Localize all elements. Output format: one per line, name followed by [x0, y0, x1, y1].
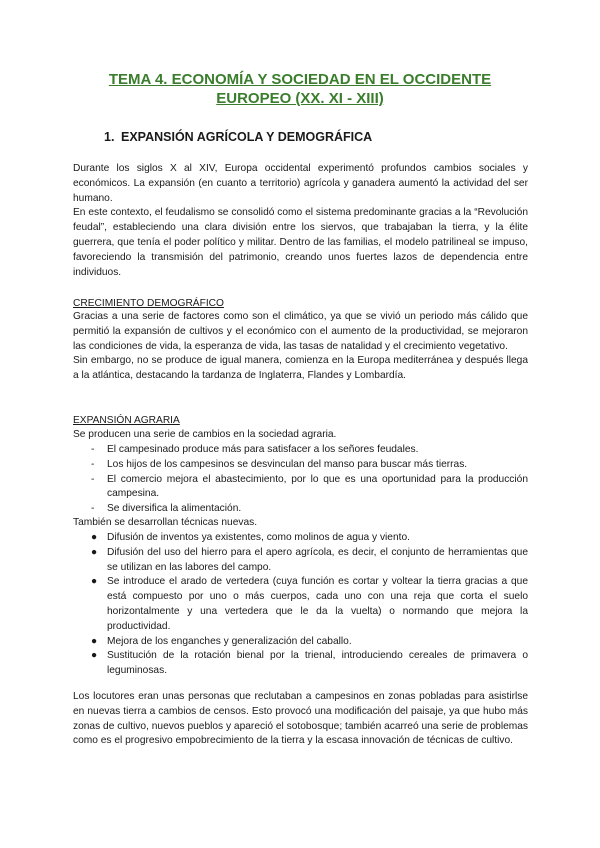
list-item-text: Difusión de inventos ya existentes, como molinos de agua y viento. [107, 532, 410, 543]
intro-paragraph-1: Durante los siglos X al XIV, Europa occidental experimentó profundos cambios sociales y económicos. La expansión (en cuanto a territorio) agrícola y ganadera aumentó la actividad del ser humano. [73, 163, 528, 204]
section-heading-text: EXPANSIÓN AGRÍCOLA Y DEMOGRÁFICA [121, 130, 373, 144]
list-item-text: Los hijos de los campesinos se desvinculan del manso para buscar más tierras. [107, 458, 468, 470]
intro-paragraph-2: En este contexto, el feudalismo se consolidó como el sistema predominante gracias a la “Revolución feudal”, estableciendo una clara división entre los siervos, que trabajaban la tierra, y la élite guerrera, que tenía el poder político y militar. Dentro de las familias, el modelo patrilineal se impuso, favoreciendo la transmisión del patrimonio, creando unos fuertes lazos de dependencia entre individuos. [73, 207, 528, 278]
tecnicas-lead: También se desarrollan técnicas nuevas. [73, 517, 258, 528]
list-item-text: Difusión del uso del hierro para el apero agrícola, es decir, el conjunto de herramientas que se utilizan en las labores del campo. [107, 546, 528, 573]
crecimiento-paragraph-2: Sin embargo, no se produce de igual manera, comienza en la Europa mediterránea y después llega a la atlántica, destacando la tardanza de Inglaterra, Flandes y Lombardía. [73, 355, 528, 382]
tecnicas-list [91, 531, 528, 679]
bullet-marker: ● [91, 635, 98, 647]
list-item-text: El comercio mejora el abastecimiento, por lo que es una oportunidad para la producción campesina. [107, 473, 528, 500]
section-heading [104, 130, 372, 144]
dash-marker: - [91, 503, 95, 515]
list-item-text: El campesinado produce más para satisfacer a los señores feudales. [107, 444, 419, 455]
bullet-marker: ● [91, 650, 98, 662]
crecimiento-paragraph-1: Gracias a una serie de factores como son el climático, ya que se vivió un periodo más cálido que permitió la expansión de cultivos y el económico con el aumento de la productividad, se mejoraron las condiciones de vida, la esperanza de vida, las tasas de natalidad y el crecimiento vegetativo. [73, 311, 528, 352]
expansion-heading: EXPANSIÓN AGRARIA [73, 415, 180, 426]
expansion-lead: Se producen una serie de cambios en la sociedad agraria. [73, 429, 337, 440]
cambios-list [91, 443, 528, 517]
title-line-2: EUROPEO (XX. XI - XIII) [216, 90, 384, 107]
dash-marker: - [91, 458, 95, 470]
section-number: 1. [104, 130, 115, 144]
intro-text [73, 162, 528, 280]
title-line-1: TEMA 4. ECONOMÍA Y SOCIEDAD EN EL OCCIDENTE [108, 71, 492, 88]
list-item [91, 649, 528, 679]
list-item [91, 443, 528, 458]
dash-marker: - [91, 473, 95, 485]
list-item [91, 502, 528, 517]
list-item-text: Se introduce el arado de vertedera (cuya función es cortar y voltear la tierra gracias a que está compuesto por uno o más cuerpos, cada uno con una reja que corta el suelo horizontalmente y una vertedera que le da la vuelta) o normando que mejora la productividad. [107, 576, 528, 632]
bullet-marker: ● [91, 546, 98, 558]
list-item [91, 575, 528, 634]
list-item-text: Mejora de los enganches y generalización del caballo. [107, 635, 352, 647]
bullet-marker: ● [91, 532, 98, 543]
list-item [91, 473, 528, 503]
list-item-text: Se diversifica la alimentación. [107, 503, 242, 515]
list-item [91, 458, 528, 473]
closing-paragraph: Los locutores eran unas personas que reclutaban a campesinos en zonas pobladas para asistirlse en nuevas tierra a cambios de censos. Esto provocó una modificación del paisaje, ya que hubo más zonas de cultivo, nuevos pueblos y apareció el sotobosque; también acarreó una serie de problemas como es el progresivo empobrecimiento de la tierra y la escasa innovación de técnicas de cultivo. [73, 691, 528, 747]
crecimiento-heading: CRECIMIENTO DEMOGRÁFICO [73, 298, 224, 309]
list-item [91, 546, 528, 576]
dash-marker: - [91, 444, 95, 455]
document-title [72, 70, 528, 108]
list-item [91, 635, 528, 650]
crecimiento-text [73, 310, 528, 384]
bullet-marker: ● [91, 576, 98, 588]
list-item-text: Sustitución de la rotación bienal por la trienal, introduciendo cereales de primavera o leguminosas. [107, 650, 528, 677]
list-item [91, 531, 528, 546]
